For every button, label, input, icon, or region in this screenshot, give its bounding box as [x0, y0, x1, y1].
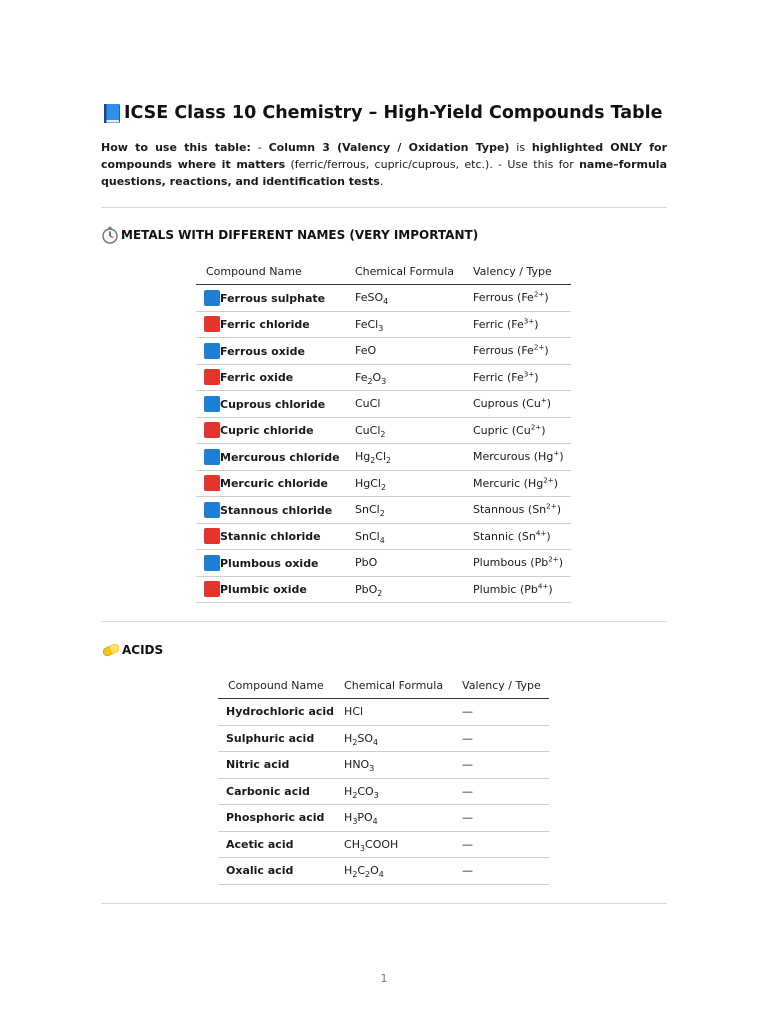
table-row	[196, 470, 571, 497]
chemical-formula-cell	[345, 417, 463, 444]
compound-name: Plumbous oxide	[220, 556, 319, 570]
chemical-formula-cell	[345, 550, 463, 577]
chemical-formula-cell	[345, 285, 463, 312]
text-run: C	[357, 864, 366, 878]
text-run: FeCl	[355, 317, 379, 331]
table-row	[196, 364, 571, 391]
chemical-formula-cell	[345, 364, 463, 391]
compound-name: Cupric chloride	[220, 424, 314, 438]
superscript: +	[540, 395, 547, 405]
superscript: 2+	[533, 289, 545, 299]
text-run: Fe	[355, 370, 368, 384]
red-square-icon	[204, 581, 220, 597]
table-row	[218, 778, 549, 805]
table-row	[218, 805, 549, 832]
chemical-formula-cell	[345, 444, 463, 471]
compound-name-cell	[218, 831, 334, 858]
compound-name: Stannic chloride	[220, 530, 321, 544]
metals-table-body	[196, 285, 571, 603]
text-run: Stannous (Sn	[473, 503, 547, 517]
compound-name-cell	[196, 444, 345, 471]
metals-heading-text: METALS WITH DIFFERENT NAMES (VERY IMPORTANT)	[121, 228, 479, 242]
valency-type-cell	[463, 444, 571, 471]
text-run: )	[559, 450, 564, 464]
compound-name-cell	[218, 805, 334, 832]
column-header-compound-name: Compound Name	[196, 259, 345, 285]
compound-name: Ferrous oxide	[220, 344, 305, 358]
text-run: )	[546, 397, 552, 411]
valency-type-cell	[463, 285, 571, 312]
subscript: 3	[378, 323, 384, 333]
compound-name-cell	[196, 497, 345, 524]
text-run: Ferric (Fe	[473, 370, 524, 384]
red-square-icon	[204, 369, 220, 385]
text-run: HgCl	[355, 476, 381, 490]
valency-type-cell	[463, 497, 571, 524]
acids-heading-text: ACIDS	[122, 643, 164, 657]
text-run: H	[344, 784, 353, 798]
compound-name: Ferrous sulphate	[220, 291, 326, 305]
text-run: CH	[344, 837, 360, 851]
intro-column-ref: Column 3 (Valency / Oxidation Type)	[268, 141, 510, 154]
table-row	[218, 752, 549, 779]
superscript: 3+	[523, 369, 535, 379]
blue-square-icon	[204, 396, 220, 412]
compound-name-cell	[218, 699, 334, 726]
superscript: 3+	[523, 316, 535, 326]
compound-name: Mercuric chloride	[220, 477, 328, 491]
text-run: Stannic (Sn	[473, 529, 536, 543]
subscript: 4	[372, 817, 378, 827]
valency-type-cell	[463, 364, 571, 391]
subscript: 2	[386, 456, 392, 466]
text-run: COOH	[365, 837, 399, 851]
divider	[101, 207, 667, 208]
subscript: 3	[369, 764, 375, 774]
acids-table-body	[218, 699, 549, 885]
text-run: O	[372, 370, 382, 384]
chemical-formula-cell	[334, 778, 452, 805]
acids-section-heading	[101, 641, 163, 659]
blue-square-icon	[204, 555, 220, 571]
subscript: 2	[381, 482, 387, 492]
valency-type-cell: —	[452, 831, 549, 858]
chemical-formula-cell	[345, 311, 463, 338]
table-row	[196, 338, 571, 365]
valency-type-cell: —	[452, 725, 549, 752]
compound-name: Acetic acid	[226, 837, 294, 851]
red-square-icon	[204, 316, 220, 332]
red-square-icon	[204, 475, 220, 491]
valency-type-cell: —	[452, 805, 549, 832]
text-run: )	[558, 556, 564, 570]
divider	[101, 903, 667, 904]
intro-text: is	[509, 141, 532, 154]
table-row	[196, 417, 571, 444]
text-run: FeSO	[355, 291, 384, 305]
subscript: 2	[352, 737, 358, 747]
chemical-formula-cell	[334, 699, 452, 726]
blue-square-icon	[204, 343, 220, 359]
chemical-formula-cell	[345, 338, 463, 365]
chemical-formula-cell	[334, 752, 452, 779]
superscript: +	[553, 448, 560, 458]
compound-name-cell	[196, 311, 345, 338]
text-run: PbO	[355, 582, 378, 596]
subscript: 4	[373, 737, 379, 747]
column-header-chemical-formula: Chemical Formula	[345, 259, 463, 285]
chemical-formula-cell	[334, 805, 452, 832]
subscript: 2	[370, 456, 376, 466]
subscript: 3	[352, 817, 358, 827]
column-header-chemical-formula: Chemical Formula	[334, 673, 452, 699]
text-run: CuCl	[355, 397, 381, 411]
stopwatch-icon	[101, 226, 119, 244]
chemical-formula-cell	[345, 523, 463, 550]
table-row	[218, 858, 549, 885]
document-title	[103, 99, 662, 127]
table-row	[196, 523, 571, 550]
compound-name: Phosphoric acid	[226, 811, 325, 825]
subscript: 3	[381, 376, 387, 386]
metals-table	[196, 259, 571, 603]
compound-name-cell	[196, 417, 345, 444]
chemical-formula-cell	[345, 497, 463, 524]
text-run: SO	[357, 731, 373, 745]
subscript: 2	[365, 870, 371, 880]
valency-type-cell	[463, 550, 571, 577]
subscript: 4	[383, 297, 389, 307]
valency-type-cell	[463, 311, 571, 338]
pill-icon	[101, 643, 121, 657]
valency-type-cell	[463, 470, 571, 497]
chemical-formula-cell	[345, 391, 463, 418]
intro-highlight-phrase: highlighted ONLY for compounds where it matters	[101, 141, 668, 171]
blue-square-icon	[204, 449, 220, 465]
compound-name: Cuprous chloride	[220, 397, 326, 411]
intro-text: -	[250, 141, 269, 154]
chemical-formula-cell	[334, 858, 452, 885]
valency-type-cell	[463, 523, 571, 550]
red-square-icon	[204, 528, 220, 544]
text-run: HCl	[344, 705, 364, 719]
valency-type-cell	[463, 576, 571, 603]
superscript: 2+	[530, 422, 542, 432]
text-run: )	[544, 291, 549, 305]
subscript: 3	[373, 790, 379, 800]
table-header-row	[196, 259, 571, 285]
intro-lead-label: How to use this table:	[101, 141, 251, 154]
table-row	[196, 391, 571, 418]
valency-type-cell: —	[452, 858, 549, 885]
red-square-icon	[204, 422, 220, 438]
subscript: 3	[360, 843, 366, 853]
text-run: CuCl	[355, 423, 381, 437]
compound-name-cell	[196, 364, 345, 391]
compound-name-cell	[196, 523, 345, 550]
compound-name-cell	[196, 550, 345, 577]
subscript: 2	[379, 509, 385, 519]
superscript: 2+	[548, 554, 559, 564]
compound-name: Oxalic acid	[226, 864, 294, 878]
compound-name-cell	[218, 752, 334, 779]
valency-type-cell: —	[452, 699, 549, 726]
text-run: )	[534, 317, 539, 331]
compound-name: Ferric oxide	[220, 371, 294, 385]
compound-name: Carbonic acid	[226, 784, 310, 798]
valency-type-cell: —	[452, 752, 549, 779]
text-run: CO	[357, 784, 374, 798]
subscript: 2	[352, 870, 358, 880]
column-header-valency-type: Valency / Type	[452, 673, 549, 699]
subscript: 4	[378, 870, 384, 880]
valency-type-cell	[463, 338, 571, 365]
text-run: )	[541, 423, 546, 437]
compound-name-cell	[196, 470, 345, 497]
text-run: H	[344, 864, 353, 878]
superscript: 4+	[535, 528, 547, 538]
superscript: 2+	[533, 342, 545, 352]
superscript: 2+	[543, 475, 554, 485]
table-row	[196, 285, 571, 312]
text-run: H	[344, 811, 353, 825]
table-row	[196, 311, 571, 338]
valency-type-cell	[463, 391, 571, 418]
text-run: Cuprous (Cu	[473, 397, 541, 411]
compound-name-cell	[218, 778, 334, 805]
superscript: 4+	[537, 581, 549, 591]
compound-name-cell	[218, 725, 334, 752]
table-row	[196, 497, 571, 524]
text-run: Ferrous (Fe	[473, 291, 534, 305]
blue-book-icon	[103, 103, 121, 124]
compound-name: Ferric chloride	[220, 318, 310, 332]
table-row	[196, 444, 571, 471]
text-run: SnCl	[355, 529, 380, 543]
metals-section-heading	[101, 226, 478, 244]
divider	[101, 621, 667, 622]
subscript: 4	[379, 535, 385, 545]
compound-name: Plumbic oxide	[220, 583, 307, 597]
chemical-formula-cell	[345, 576, 463, 603]
text-run: PbO	[355, 556, 378, 570]
text-run: Cupric (Cu	[473, 423, 531, 437]
table-header-row	[218, 673, 549, 699]
text-run: O	[370, 864, 379, 878]
column-header-valency-type: Valency / Type	[463, 259, 571, 285]
blue-square-icon	[204, 502, 220, 518]
text-run: )	[534, 370, 539, 384]
table-row	[218, 725, 549, 752]
subscript: 2	[380, 429, 386, 439]
intro-use-for: name–formula questions, reactions, and identification tests	[101, 158, 667, 188]
text-run: H	[344, 731, 353, 745]
compound-name-cell	[196, 391, 345, 418]
page-number: 1	[380, 972, 388, 985]
text-run: Mercurous (Hg	[473, 450, 554, 464]
compound-name: Nitric acid	[226, 758, 290, 772]
table-row	[196, 550, 571, 577]
text-run: )	[546, 529, 551, 543]
intro-text: .	[379, 175, 384, 188]
text-run: PO	[357, 811, 373, 825]
valency-type-cell: —	[452, 778, 549, 805]
chemical-formula-cell	[334, 831, 452, 858]
table-row	[196, 576, 571, 603]
text-run: Ferric (Fe	[473, 317, 524, 331]
chemical-formula-cell	[334, 725, 452, 752]
intro-text: (ferric/ferrous, cupric/cuprous, etc.). - Use this for	[285, 158, 580, 171]
text-run: Mercuric (Hg	[473, 476, 544, 490]
blue-square-icon	[204, 290, 220, 306]
compound-name-cell	[196, 576, 345, 603]
text-run: HNO	[344, 758, 370, 772]
text-run: Ferrous (Fe	[473, 344, 534, 358]
compound-name-cell	[196, 338, 345, 365]
text-run: FeO	[355, 344, 377, 358]
text-run: Plumbic (Pb	[473, 582, 538, 596]
text-run: SnCl	[355, 503, 380, 517]
subscript: 2	[377, 588, 383, 598]
text-run: Hg	[355, 450, 371, 464]
text-run: )	[544, 344, 549, 358]
text-run: )	[556, 503, 561, 517]
intro-paragraph	[101, 139, 667, 190]
document-title-text: ICSE Class 10 Chemistry – High-Yield Compounds Table	[124, 103, 663, 123]
chemical-formula-cell	[345, 470, 463, 497]
compound-name-cell	[218, 858, 334, 885]
compound-name: Mercurous chloride	[220, 450, 340, 464]
compound-name: Hydrochloric acid	[226, 705, 335, 719]
acids-table	[218, 673, 549, 885]
valency-type-cell	[463, 417, 571, 444]
compound-name: Stannous chloride	[220, 503, 333, 517]
compound-name-cell	[196, 285, 345, 312]
compound-name: Sulphuric acid	[226, 731, 315, 745]
superscript: 2+	[546, 501, 557, 511]
column-header-compound-name: Compound Name	[218, 673, 334, 699]
subscript: 2	[352, 790, 358, 800]
text-run: Cl	[375, 450, 387, 464]
text-run: )	[548, 582, 553, 596]
table-row	[218, 831, 549, 858]
table-row	[218, 699, 549, 726]
subscript: 2	[367, 376, 373, 386]
text-run: Plumbous (Pb	[473, 556, 549, 570]
text-run: )	[553, 476, 559, 490]
